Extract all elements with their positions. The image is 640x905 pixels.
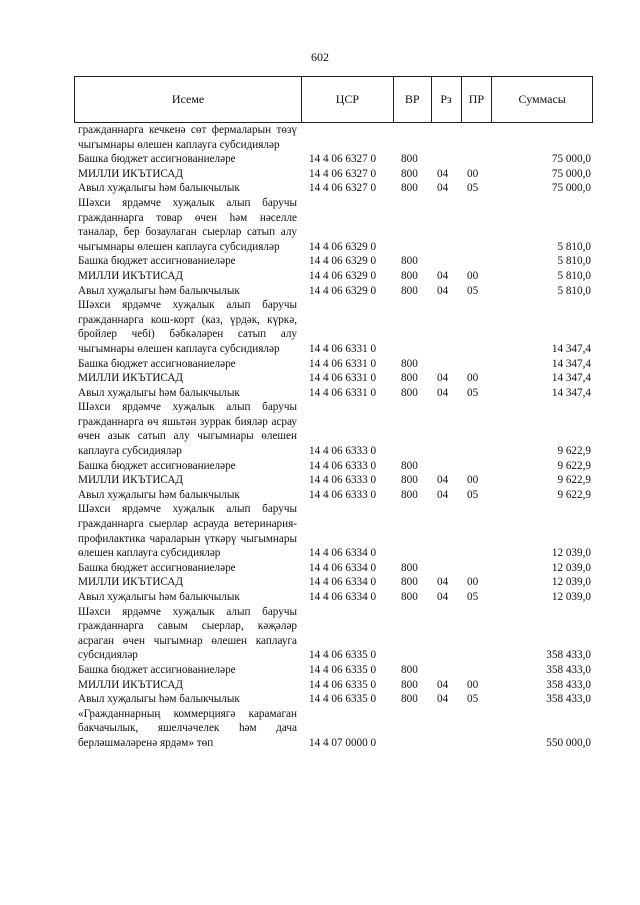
cell-pr (461, 254, 492, 269)
cell-rz (431, 298, 461, 356)
cell-pr: 00 (467, 372, 479, 385)
cell-vr (393, 400, 431, 458)
cell-sum: 75 000,0 (551, 182, 591, 195)
cell-csr: 14 4 06 6329 0 (309, 269, 377, 282)
cell-pr (461, 298, 492, 356)
cell-csr: 14 4 06 6335 0 (309, 663, 377, 676)
cell-name: Башка бюджет ассигнованиеләре (78, 255, 236, 268)
cell-vr (393, 707, 431, 751)
cell-name: Авыл хуҗалыгы һәм балыкчылык (78, 693, 240, 706)
cell-sum: 9 622,9 (557, 474, 591, 487)
cell-sum: 358 433,0 (546, 693, 591, 706)
cell-csr: 14 4 06 6333 0 (309, 488, 377, 501)
cell-sum: 9 622,9 (557, 488, 591, 501)
cell-rz: 04 (437, 167, 449, 180)
table-row (74, 284, 593, 299)
cell-csr: 14 4 06 6335 0 (309, 678, 377, 691)
cell-pr: 05 (467, 591, 479, 603)
table-row (74, 196, 593, 254)
cell-name: Башка бюджет ассигнованиеләре (78, 561, 236, 574)
header-vr: ВР (393, 77, 431, 122)
cell-vr (393, 123, 431, 152)
cell-pr (461, 123, 492, 152)
cell-pr (461, 561, 492, 576)
table-row (74, 605, 593, 663)
cell-sum: 12 039,0 (551, 561, 591, 574)
cell-rz (431, 502, 461, 560)
cell-pr (461, 502, 492, 560)
cell-pr (461, 357, 492, 372)
cell-vr: 800 (401, 167, 418, 180)
cell-csr: 14 4 06 6327 0 (309, 182, 377, 195)
cell-pr: 00 (467, 576, 479, 589)
cell-name: Шәхси ярдәмче хуҗалык алып баручы гражданнарга товар өчен һәм нәселле таналар, бер бозаулаган сыерлар сатып алу чыгымнары өлешен каплауга субсидияләр (78, 196, 297, 253)
cell-pr (461, 152, 492, 167)
cell-pr: 05 (467, 182, 479, 195)
cell-sum: 358 433,0 (546, 678, 591, 691)
cell-name: МИЛЛИ ИКЪТИСАД (78, 269, 184, 282)
cell-rz: 04 (437, 284, 449, 297)
table-row (74, 167, 593, 182)
table-row (74, 459, 593, 474)
cell-sum: 5 810,0 (557, 255, 591, 268)
cell-pr (461, 196, 492, 254)
cell-name: Авыл хуҗалыгы һәм балыкчылык (78, 488, 240, 501)
cell-vr: 800 (401, 576, 418, 589)
cell-pr: 05 (467, 693, 479, 706)
cell-vr: 800 (401, 182, 418, 195)
budget-table (74, 76, 593, 751)
cell-csr: 14 4 06 6333 0 (309, 474, 377, 487)
cell-sum: 14 347,4 (551, 357, 591, 370)
cell-name: Башка бюджет ассигнованиеләре (78, 153, 236, 166)
cell-vr (393, 605, 431, 663)
table-row (74, 254, 593, 269)
cell-csr: 14 4 06 6329 0 (309, 255, 377, 268)
cell-rz: 04 (437, 182, 449, 195)
cell-rz: 04 (437, 576, 449, 589)
cell-rz (431, 605, 461, 663)
table-row (74, 152, 593, 167)
cell-csr: 14 4 06 6327 0 (309, 167, 377, 180)
table-row (74, 357, 593, 372)
cell-name: МИЛЛИ ИКЪТИСАД (78, 576, 184, 589)
cell-sum: 9 622,9 (557, 445, 591, 458)
cell-vr: 800 (401, 255, 418, 268)
cell-name: гражданнарга кечкенә сөт фермаларын төзү чыгымнары өлешен каплауга субсидияләр (78, 124, 297, 151)
cell-name: «Гражданнарның коммерциягә карамаган бакчачылык, яшелчәчелек һәм дача берләшмәләренә ярдәм» төп (78, 707, 297, 749)
table-row (74, 371, 593, 386)
header-csr: ЦСР (301, 77, 393, 122)
cell-sum: 12 039,0 (551, 576, 591, 589)
table-row (74, 575, 593, 590)
page-number: 602 (311, 50, 329, 64)
cell-rz (431, 123, 461, 152)
cell-csr: 14 4 06 6331 0 (309, 372, 377, 385)
cell-name: МИЛЛИ ИКЪТИСАД (78, 167, 184, 180)
cell-sum: 75 000,0 (551, 167, 591, 180)
cell-pr: 00 (467, 474, 479, 487)
table-row (74, 400, 593, 458)
cell-name: Шәхси ярдәмче хуҗалык алып баручы гражданнарга кош-корт (каз, үрдәк, күркә, бройлер чебі) бәбкәләрен сатып алу чыгымнары өлешен каплауга субсидияләр (78, 299, 297, 355)
cell-name: Шәхси ярдәмче хуҗалык алып баручы гражданнарга өч яшьтән зуррак бияләр асрау өчен азык сатып алу чыгымнары өлешен каплауга субсидияләр (78, 401, 297, 458)
cell-sum: 550 000,0 (546, 736, 591, 749)
cell-rz (431, 663, 461, 678)
cell-name: Авыл хуҗалыгы һәм балыкчылык (78, 284, 240, 297)
cell-vr: 800 (401, 372, 418, 385)
cell-rz (431, 254, 461, 269)
cell-pr (461, 400, 492, 458)
cell-name: Башка бюджет ассигнованиеләре (78, 663, 236, 676)
cell-csr: 14 4 06 6331 0 (309, 342, 377, 355)
cell-csr: 14 4 06 6335 0 (309, 649, 377, 662)
cell-csr: 14 4 06 6331 0 (309, 357, 377, 370)
cell-rz (431, 196, 461, 254)
cell-pr: 00 (467, 678, 479, 691)
cell-csr: 14 4 06 6335 0 (309, 693, 377, 706)
table-row (74, 473, 593, 488)
cell-pr (461, 459, 492, 474)
cell-sum: 14 347,4 (551, 372, 591, 385)
cell-rz: 04 (437, 591, 449, 603)
cell-rz (431, 707, 461, 751)
table-row (74, 561, 593, 576)
table-row (74, 663, 593, 678)
header-name: Исеме (171, 92, 205, 106)
cell-csr: 14 4 06 6334 0 (309, 591, 377, 603)
cell-csr: 14 4 06 6334 0 (309, 576, 377, 589)
cell-rz (431, 459, 461, 474)
cell-sum: 12 039,0 (551, 591, 591, 603)
cell-vr: 800 (401, 386, 418, 399)
header-rz: Рз (431, 77, 461, 122)
cell-vr: 800 (401, 693, 418, 706)
table-row (74, 707, 593, 751)
cell-vr: 800 (401, 459, 418, 472)
cell-rz: 04 (437, 386, 449, 399)
cell-rz: 04 (437, 269, 449, 282)
cell-csr: 14 4 07 0000 0 (309, 736, 377, 749)
table-row (74, 298, 593, 356)
cell-rz (431, 152, 461, 167)
cell-vr: 800 (401, 474, 418, 487)
table-row (74, 123, 593, 152)
cell-pr (461, 605, 492, 663)
cell-csr: 14 4 06 6333 0 (309, 459, 377, 472)
cell-vr: 800 (401, 663, 418, 676)
cell-csr: 14 4 06 6331 0 (309, 386, 377, 399)
cell-name: Шәхси ярдәмче хуҗалык алып баручы гражданнарга савым сыерлар, кәҗәләр асраган өчен чыгымнар өлешен каплауга субсидияләр (78, 605, 297, 662)
table-header (74, 76, 593, 123)
cell-name: Авыл хуҗалыгы һәм балыкчылык (78, 386, 240, 399)
cell-sum: 12 039,0 (551, 547, 591, 560)
cell-sum: 358 433,0 (546, 663, 591, 676)
cell-pr: 05 (467, 284, 479, 297)
cell-name: Башка бюджет ассигнованиеләре (78, 459, 236, 472)
table-row (74, 692, 593, 707)
cell-vr: 800 (401, 284, 418, 297)
table-row (74, 269, 593, 284)
cell-name: Башка бюджет ассигнованиеләре (78, 357, 236, 370)
cell-rz (431, 357, 461, 372)
cell-sum: 5 810,0 (557, 269, 591, 282)
cell-vr: 800 (401, 488, 418, 501)
cell-vr: 800 (401, 678, 418, 691)
table-row (74, 181, 593, 196)
cell-pr (461, 707, 492, 751)
cell-vr (393, 196, 431, 254)
cell-sum: 5 810,0 (557, 240, 591, 253)
cell-name: Шәхси ярдәмче хуҗалык алып баручы гражданнарга сыерлар асрауда ветеринария-профилактика чараларын үткәрү чыгымнары өлешен каплауга субсидияләр (78, 503, 297, 560)
table-row (74, 678, 593, 693)
cell-rz (431, 561, 461, 576)
cell-name: Авыл хуҗалыгы һәм балыкчылык (78, 591, 240, 603)
cell-vr: 800 (401, 357, 418, 370)
table-row (74, 590, 593, 605)
cell-sum: 9 622,9 (557, 459, 591, 472)
header-pr: ПР (461, 77, 492, 122)
cell-csr: 14 4 06 6334 0 (309, 561, 377, 574)
table-row (74, 386, 593, 401)
cell-vr (393, 298, 431, 356)
cell-sum: 75 000,0 (551, 153, 591, 166)
cell-vr (393, 502, 431, 560)
cell-csr: 14 4 06 6334 0 (309, 547, 377, 560)
cell-rz (431, 400, 461, 458)
cell-pr: 05 (467, 488, 479, 501)
cell-rz: 04 (437, 474, 449, 487)
cell-csr: 14 4 06 6329 0 (309, 284, 377, 297)
cell-pr: 00 (467, 269, 479, 282)
cell-rz: 04 (437, 372, 449, 385)
cell-csr (301, 123, 393, 152)
header-sum: Суммасы (491, 77, 592, 122)
cell-csr: 14 4 06 6333 0 (309, 445, 377, 458)
table-row (74, 502, 593, 560)
cell-rz: 04 (437, 678, 449, 691)
cell-pr (461, 663, 492, 678)
cell-name: МИЛЛИ ИКЪТИСАД (78, 474, 184, 487)
table-row (74, 488, 593, 503)
cell-vr: 800 (401, 561, 418, 574)
cell-vr: 800 (401, 153, 418, 166)
cell-csr: 14 4 06 6327 0 (309, 153, 377, 166)
table-body (74, 123, 593, 751)
cell-sum (492, 123, 593, 152)
cell-name: МИЛЛИ ИКЪТИСАД (78, 372, 184, 385)
cell-name: Авыл хуҗалыгы һәм балыкчылык (78, 182, 240, 195)
cell-sum: 5 810,0 (557, 284, 591, 297)
cell-sum: 14 347,4 (551, 342, 591, 355)
cell-csr: 14 4 06 6329 0 (309, 240, 377, 253)
cell-vr: 800 (401, 269, 418, 282)
cell-sum: 14 347,4 (551, 386, 591, 399)
cell-pr: 00 (467, 167, 479, 180)
cell-rz: 04 (437, 488, 449, 501)
cell-pr: 05 (467, 386, 479, 399)
cell-name: МИЛЛИ ИКЪТИСАД (78, 678, 184, 691)
cell-vr: 800 (401, 591, 418, 603)
cell-rz: 04 (437, 693, 449, 706)
cell-sum: 358 433,0 (546, 649, 591, 662)
